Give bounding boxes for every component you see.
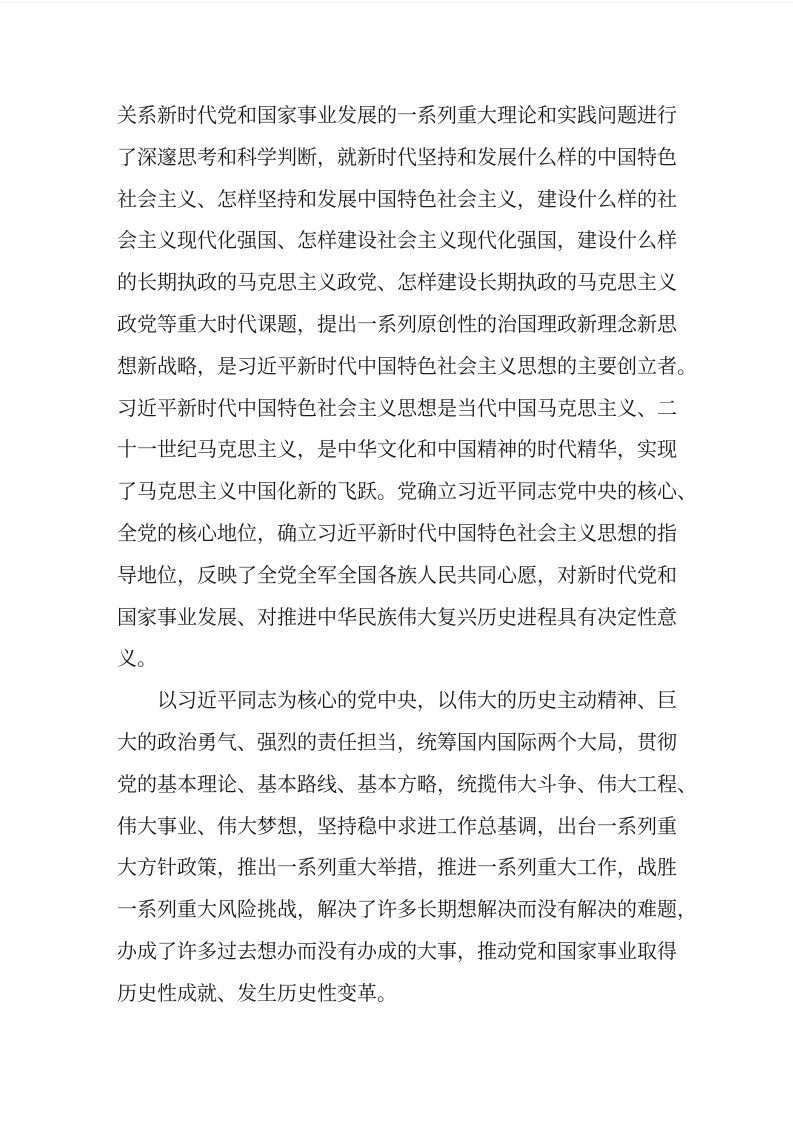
text-line: 全党的核心地位，确立习近平新时代中国特色社会主义思想的指: [117, 522, 677, 545]
text-line: 政党等重大时代课题，提出一系列原创性的治国理政新理念新思: [117, 313, 677, 336]
text-line: 习近平新时代中国特色社会主义思想是当代中国马克思主义、二: [117, 397, 677, 420]
text-line: 伟大事业、伟大梦想，坚持稳中求进工作总基调，出台一系列重: [117, 815, 677, 838]
text-line: 会主义现代化强国、怎样建设社会主义现代化强国，建设什么样: [117, 230, 677, 253]
text-line: 以习近平同志为核心的党中央，以伟大的历史主动精神、巨: [117, 690, 677, 713]
text-line: 党的基本理论、基本路线、基本方略，统揽伟大斗争、伟大工程、: [117, 773, 697, 796]
text-line: 导地位，反映了全党全军全国各族人民共同心愿，对新时代党和: [117, 564, 677, 587]
text-line: 办成了许多过去想办而没有办成的大事，推动党和国家事业取得: [117, 940, 677, 963]
text-line: 大方针政策，推出一系列重大举措，推进一系列重大工作，战胜: [117, 857, 677, 880]
text-line: 的长期执政的马克思主义政党、怎样建设长期执政的马克思主义: [117, 272, 677, 295]
paragraph: [117, 96, 697, 681]
text-line: 历史性成就、发生历史性变革。: [117, 982, 397, 1005]
text-line: 一系列重大风险挑战，解决了许多长期想解决而没有解决的难题，: [117, 899, 697, 922]
text-line: 国家事业发展、对推进中华民族伟大复兴历史进程具有决定性意: [117, 606, 677, 629]
text-line: 了马克思主义中国化新的飞跃。党确立习近平同志党中央的核心、: [117, 481, 697, 504]
text-line: 关系新时代党和国家事业发展的一系列重大理论和实践问题进行: [117, 105, 677, 127]
page-top-divider: [0, 2, 793, 3]
text-body: [117, 96, 697, 1016]
text-line: 了深邃思考和科学判断，就新时代坚持和发展什么样的中国特色: [117, 146, 677, 169]
text-line: 大的政治勇气、强烈的责任担当，统筹国内国际两个大局，贯彻: [117, 731, 677, 754]
text-line: 十一世纪马克思主义，是中华文化和中国精神的时代精华，实现: [117, 439, 677, 462]
text-line: 想新战略，是习近平新时代中国特色社会主义思想的主要创立者。: [117, 355, 697, 378]
text-line: 义。: [117, 648, 157, 671]
text-line: 社会主义、怎样坚持和发展中国特色社会主义，建设什么样的社: [117, 188, 677, 211]
paragraph: [117, 681, 697, 1015]
